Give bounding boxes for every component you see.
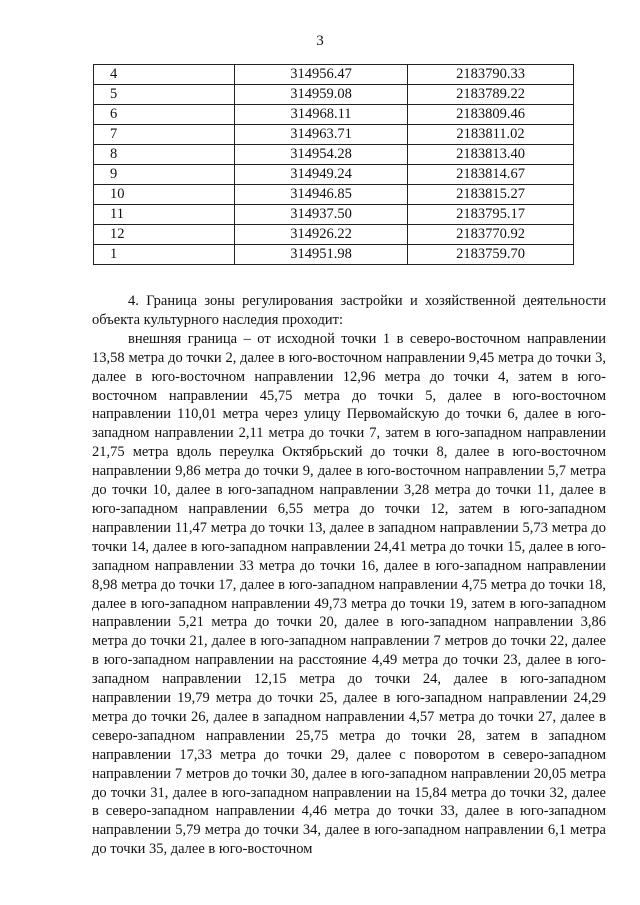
- y-coordinate-cell: 2183770.92: [408, 225, 574, 245]
- y-coordinate-cell: 2183795.17: [408, 205, 574, 225]
- point-number-cell: 1: [94, 245, 235, 265]
- y-coordinate-cell: 2183759.70: [408, 245, 574, 265]
- y-coordinate-cell: 2183813.40: [408, 145, 574, 165]
- page-number: 3: [316, 33, 324, 49]
- y-coordinate-cell: 2183811.02: [408, 125, 574, 145]
- table-row: [94, 225, 574, 245]
- table-row: [94, 185, 574, 205]
- table-row: [94, 165, 574, 185]
- point-number-cell: 4: [94, 65, 235, 85]
- x-coordinate-cell: 314951.98: [235, 245, 408, 265]
- table-row: [94, 205, 574, 225]
- point-number-cell: 7: [94, 125, 235, 145]
- table-row: [94, 105, 574, 125]
- y-coordinate-cell: 2183790.33: [408, 65, 574, 85]
- table-row: [94, 245, 574, 265]
- point-number-cell: 5: [94, 85, 235, 105]
- table-row: [94, 145, 574, 165]
- x-coordinate-cell: 314946.85: [235, 185, 408, 205]
- point-number-cell: 12: [94, 225, 235, 245]
- x-coordinate-cell: 314963.71: [235, 125, 408, 145]
- table-row: [94, 65, 574, 85]
- coordinates-table-body: [94, 65, 574, 265]
- y-coordinate-cell: 2183789.22: [408, 85, 574, 105]
- table-row: [94, 125, 574, 145]
- point-number-cell: 8: [94, 145, 235, 165]
- y-coordinate-cell: 2183815.27: [408, 185, 574, 205]
- point-number-cell: 6: [94, 105, 235, 125]
- table-row: [94, 85, 574, 105]
- y-coordinate-cell: 2183814.67: [408, 165, 574, 185]
- x-coordinate-cell: 314968.11: [235, 105, 408, 125]
- x-coordinate-cell: 314937.50: [235, 205, 408, 225]
- x-coordinate-cell: 314959.08: [235, 85, 408, 105]
- point-number-cell: 10: [94, 185, 235, 205]
- document-body: [92, 292, 606, 859]
- y-coordinate-cell: 2183809.46: [408, 105, 574, 125]
- point-number-cell: 9: [94, 165, 235, 185]
- section-paragraph: внешняя граница – от исходной точки 1 в северо-восточном направлении 13,58 метра до точки 2, далее в юго-восточном направлении 9,45 метра до точки 3, далее в юго-восточном направлении 12,96 метра до точки 4, затем в юго-восточном направлении 45,75 метра до точки 5, далее в юго-восточном направлении 110,01 метра через улицу Первомайскую до точки 6, далее в юго-западном направлении 2,11 метра до точки 7, затем в юго-западном направлении 21,75 метра вдоль переулка Октябрьский до точки 8, далее в юго-восточном направлении 9,86 метра до точки 9, далее в юго-восточном направлении 5,7 метра до точки 10, далее в юго-западном направлении 3,28 метра до точки 11, далее в юго-западном направлении 6,55 метра до точки 12, затем в юго-западном направлении 11,47 метра до точки 13, далее в западном направлении 5,73 метра до точки 14, далее в юго-западном направлении 24,41 метра до точки 15, далее в юго-западном направлении 33 метра до точки 16, далее в юго-западном направлении 8,98 метра до точки 17, далее в юго-западном направлении 4,75 метра до точки 18, далее в юго-западном направлении 49,73 метра до точки 19, затем в юго-западном направлении 5,21 метра до точки 20, далее в юго-западном направлении 3,86 метра до точки 21, далее в юго-западном направлении 7 метров до точки 22, далее в юго-западном направлении на расстояние 4,49 метра до точки 23, далее в юго-западном направлении 12,15 метра до точки 24, далее в юго-западном направлении 19,79 метра до точки 25, далее в юго-западном направлении 24,29 метра до точки 26, далее в западном направлении 4,57 метра до точки 27, далее в северо-западном направлении 25,75 метра до точки 28, затем в западном направлении 17,33 метра до точки 29, далее с поворотом в северо-западном направлении 7 метров до точки 30, далее в юго-западном направлении 20,05 метра до точки 31, далее в юго-западном направлении на 15,84 метра до точки 32, далее в северо-западном направлении 4,46 метра до точки 33, далее в юго-западном направлении 5,79 метра до точки 34, далее в юго-западном направлении 6,1 метра до точки 35, далее в юго-восточном: [92, 330, 606, 858]
- point-number-cell: 11: [94, 205, 235, 225]
- section-heading: 4. Граница зоны регулирования застройки и хозяйственной деятельности объекта культурного наследия проходит:: [92, 293, 606, 328]
- coordinates-table: [93, 64, 574, 265]
- x-coordinate-cell: 314956.47: [235, 65, 408, 85]
- x-coordinate-cell: 314926.22: [235, 225, 408, 245]
- x-coordinate-cell: 314954.28: [235, 145, 408, 165]
- x-coordinate-cell: 314949.24: [235, 165, 408, 185]
